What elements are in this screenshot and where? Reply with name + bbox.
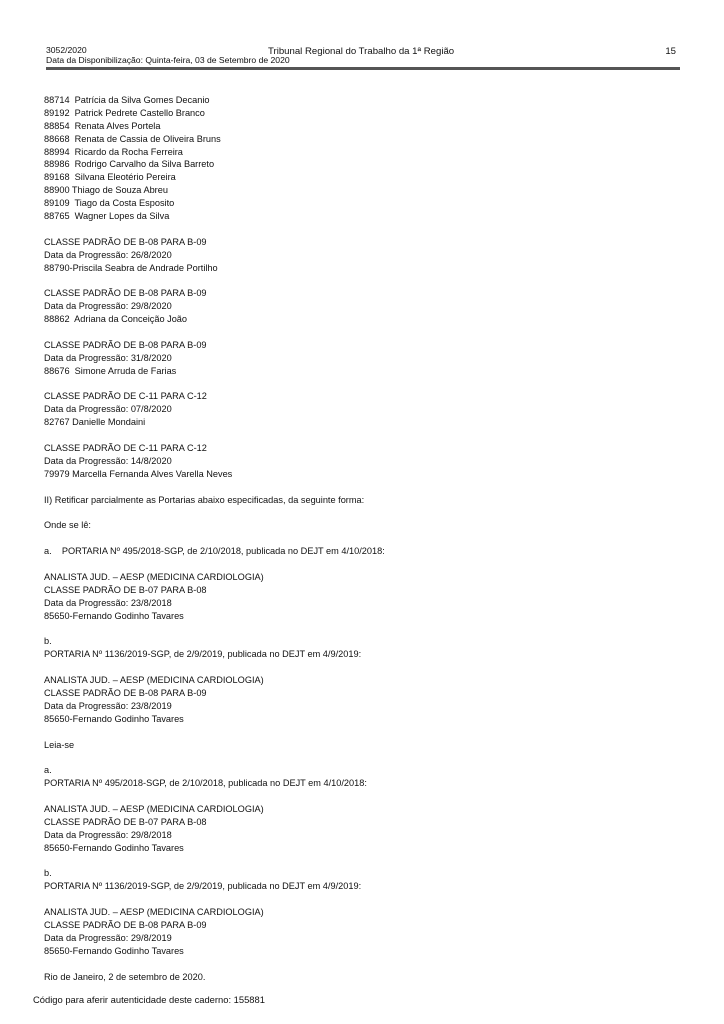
text-block	[44, 339, 684, 378]
paragraph-gap	[44, 855, 684, 868]
text-block	[44, 571, 684, 623]
edition-number: 3052/2020	[46, 45, 87, 55]
paragraph-gap	[44, 481, 684, 494]
paragraph-gap	[44, 958, 684, 971]
text-line: Data da Progressão: 23/8/2018	[44, 597, 172, 608]
paragraph-gap	[44, 223, 684, 236]
text-block	[44, 906, 684, 958]
paragraph-gap	[44, 274, 684, 287]
text-line: 85650-Fernando Godinho Tavares	[44, 610, 184, 621]
text-line: 88790-Priscila Seabra de Andrade Portilho	[44, 262, 218, 273]
text-line: CLASSE PADRÃO DE B-08 PARA B-09	[44, 288, 207, 299]
text-line: 89192 Patrick Pedrete Castello Branco	[44, 107, 205, 118]
paragraph-gap	[44, 790, 684, 803]
text-line: CLASSE PADRÃO DE B-08 PARA B-09	[44, 920, 207, 930]
paragraph-gap	[44, 661, 684, 674]
text-line: 89168 Silvana Eleotério Pereira	[44, 172, 176, 183]
text-line: Data da Progressão: 29/8/2018	[44, 829, 172, 840]
text-line: 88854 Renata Alves Portela	[44, 120, 161, 131]
text-block	[44, 545, 684, 558]
paragraph-gap	[44, 532, 684, 545]
text-line: Data da Progressão: 29/8/2020	[44, 301, 172, 312]
text-line: b.	[44, 636, 52, 647]
text-line: 79979 Marcella Fernanda Alves Varella Neves	[44, 468, 233, 479]
text-line: Rio de Janeiro, 2 de setembro de 2020.	[44, 971, 206, 982]
text-line: CLASSE PADRÃO DE C-11 PARA C-12	[44, 391, 207, 402]
text-line: CLASSE PADRÃO DE B-08 PARA B-09	[44, 687, 207, 698]
paragraph-gap	[44, 378, 684, 391]
text-line: CLASSE PADRÃO DE B-07 PARA B-08	[44, 816, 207, 827]
text-line: 85650-Fernando Godinho Tavares	[44, 945, 184, 956]
text-line: Leia-se	[44, 739, 75, 750]
text-block	[44, 236, 684, 275]
text-line: 88986 Rodrigo Carvalho da Silva Barreto	[44, 159, 215, 170]
text-line: ANALISTA JUD. – AESP (MEDICINA CARDIOLOGIA)	[44, 571, 264, 582]
text-block	[44, 635, 684, 661]
text-block	[44, 390, 684, 429]
text-line: ANALISTA JUD. – AESP (MEDICINA CARDIOLOGIA)	[44, 803, 264, 814]
text-block	[44, 971, 684, 984]
text-block	[44, 803, 684, 855]
text-line: Data da Progressão: 31/8/2020	[44, 352, 172, 363]
text-line: 88668 Renata de Cassia de Oliveira Bruns	[44, 133, 221, 144]
paragraph-gap	[44, 326, 684, 339]
text-block	[44, 867, 684, 893]
text-line: ANALISTA JUD. – AESP (MEDICINA CARDIOLOGIA)	[44, 907, 264, 918]
header-divider	[46, 67, 680, 70]
text-line: CLASSE PADRÃO DE B-08 PARA B-09	[44, 236, 207, 247]
text-line: Data da Progressão: 23/8/2019	[44, 700, 172, 711]
text-line: 85650-Fernando Godinho Tavares	[44, 713, 184, 724]
text-line: CLASSE PADRÃO DE B-07 PARA B-08	[44, 584, 207, 595]
paragraph-gap	[44, 558, 684, 571]
paragraph-gap	[44, 429, 684, 442]
paragraph-gap	[44, 893, 684, 906]
text-block	[44, 94, 684, 223]
text-block	[44, 764, 684, 790]
text-line: a.	[44, 765, 52, 776]
text-line: 88862 Adriana da Conceição João	[44, 314, 188, 325]
text-line: ANALISTA JUD. – AESP (MEDICINA CARDIOLOGIA)	[44, 675, 264, 686]
text-line: 85650-Fernando Godinho Tavares	[44, 842, 184, 853]
text-block	[44, 287, 684, 326]
text-block	[44, 519, 684, 532]
text-line: b.	[44, 868, 52, 879]
text-block	[44, 494, 684, 507]
text-line: 88900 Thiago de Souza Abreu	[44, 185, 168, 196]
paragraph-gap	[44, 726, 684, 739]
text-block	[44, 739, 684, 752]
text-line: a. PORTARIA Nº 495/2018-SGP, de 2/10/2018, publicada no DEJT em 4/10/2018:	[44, 546, 385, 557]
text-line: Onde se lê:	[44, 520, 91, 531]
text-line: II) Retificar parcialmente as Portarias abaixo especificadas, da seguinte forma:	[44, 494, 365, 505]
text-line: 88714 Patrícia da Silva Gomes Decanio	[44, 95, 210, 105]
text-line: 88765 Wagner Lopes da Silva	[44, 211, 170, 222]
text-line: 89109 Tiago da Costa Esposito	[44, 198, 175, 209]
text-line: 82767 Danielle Mondaini	[44, 417, 146, 428]
text-line: Data da Progressão: 14/8/2020	[44, 455, 172, 466]
text-line: CLASSE PADRÃO DE C-11 PARA C-12	[44, 443, 207, 454]
paragraph-gap	[44, 623, 684, 636]
text-line: CLASSE PADRÃO DE B-08 PARA B-09	[44, 339, 207, 350]
text-line: Data da Progressão: 26/8/2020	[44, 249, 172, 260]
text-line: Data da Progressão: 29/8/2019	[44, 932, 172, 943]
paragraph-gap	[44, 751, 684, 764]
text-line: 88994 Ricardo da Rocha Ferreira	[44, 146, 183, 157]
text-block	[44, 674, 684, 726]
authenticity-code: Código para aferir autenticidade deste caderno: 155881	[33, 994, 265, 1005]
text-line: Data da Progressão: 07/8/2020	[44, 404, 172, 415]
text-line: 88676 Simone Arruda de Farias	[44, 365, 177, 376]
text-line: PORTARIA Nº 1136/2019-SGP, de 2/9/2019, publicada no DEJT em 4/9/2019:	[44, 881, 362, 892]
availability-date: Data da Disponibilização: Quinta-feira, 03 de Setembro de 2020	[46, 54, 290, 65]
header-left	[46, 46, 290, 65]
page-number: 15	[665, 46, 676, 57]
text-line: PORTARIA Nº 495/2018-SGP, de 2/10/2018, publicada no DEJT em 4/10/2018:	[44, 778, 367, 789]
document-body	[44, 94, 684, 983]
court-name: Tribunal Regional do Trabalho da 1ª Região	[268, 46, 455, 57]
text-line: PORTARIA Nº 1136/2019-SGP, de 2/9/2019, publicada no DEJT em 4/9/2019:	[44, 649, 362, 660]
paragraph-gap	[44, 507, 684, 520]
text-block	[44, 442, 684, 481]
